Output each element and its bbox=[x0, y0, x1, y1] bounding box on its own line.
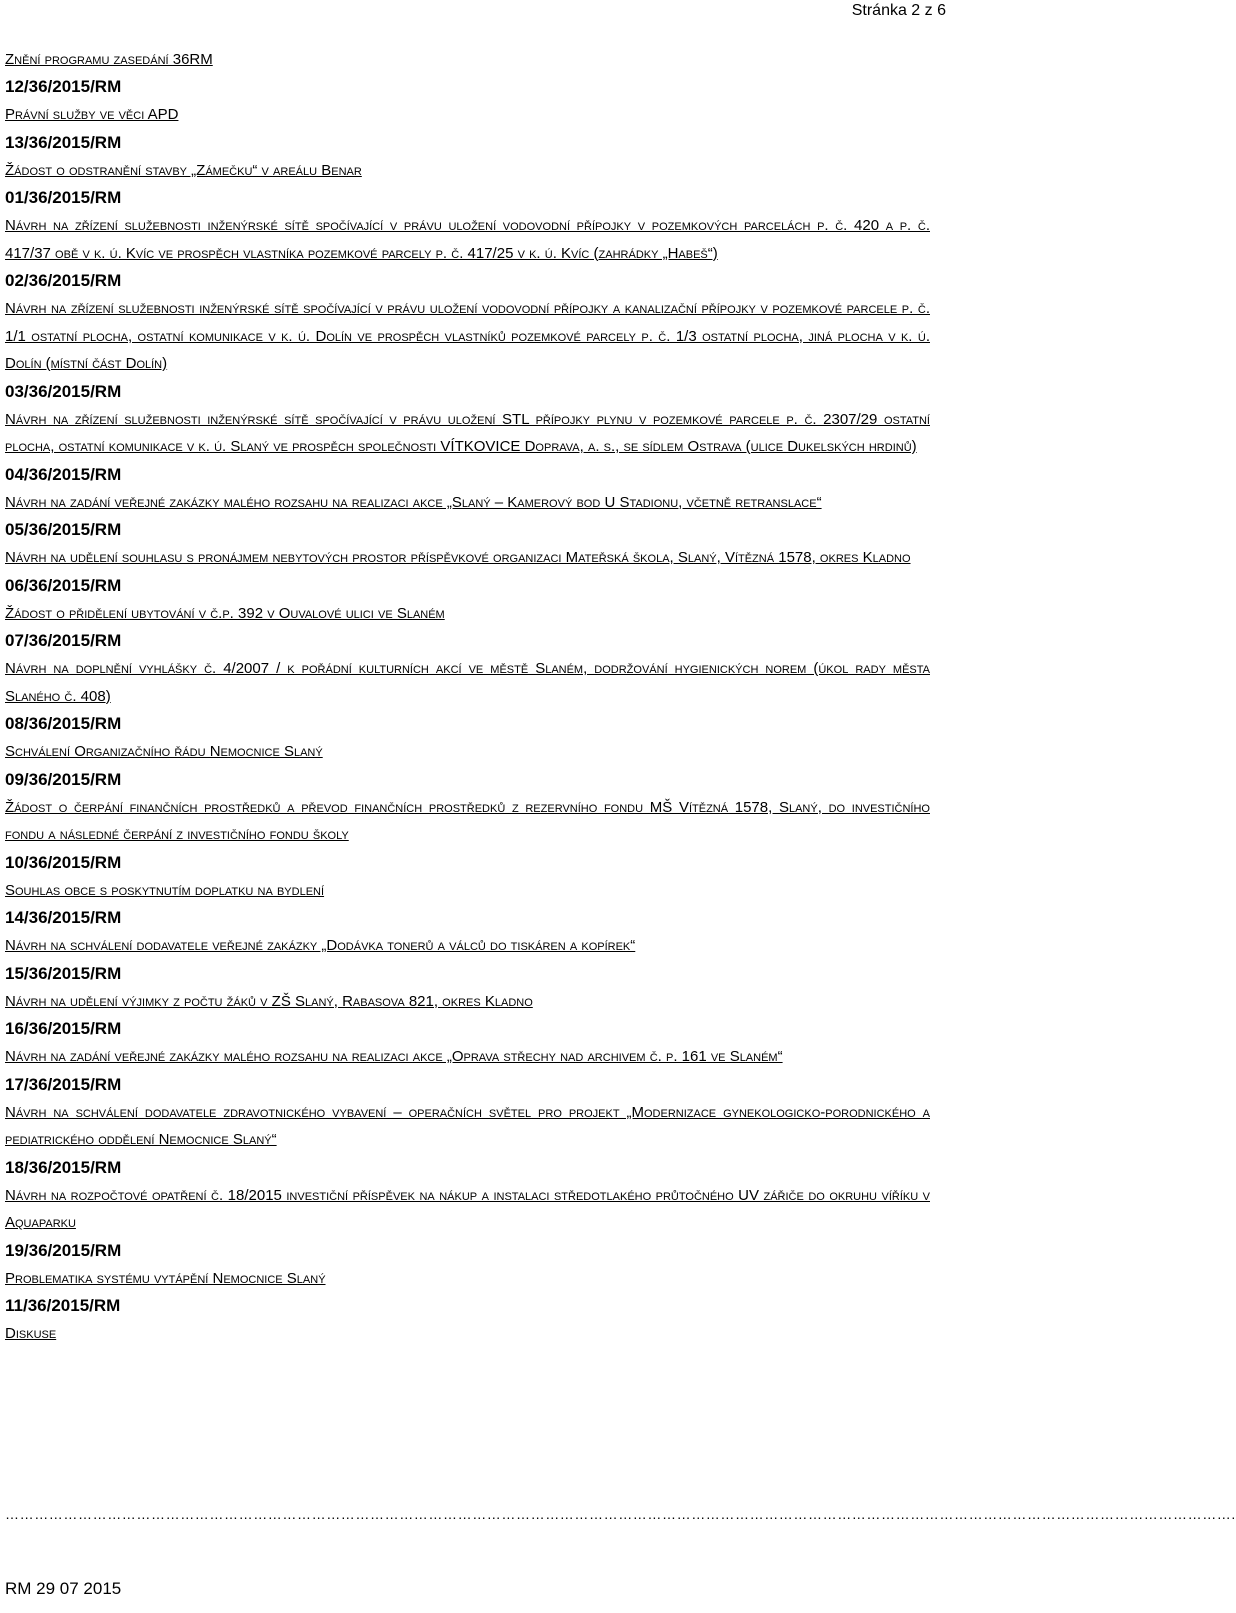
agenda-item bbox=[5, 378, 930, 461]
resolution-id: 08/36/2015/RM bbox=[5, 714, 122, 733]
footer-date: RM 29 07 2015 bbox=[5, 1579, 122, 1598]
resolution-description: Návrh na zřízení služebnosti inženýrské sítě spočívající v právu uložení vodovodní přípojky v pozemkových parcelách p. č. 420 a p. č. 417/37 obě v k. ú. Kvíc ve prospěch vlastníka pozemkové parcely p. č. 417/25 v k. ú. Kvíc (zahrádky „Habeš“) bbox=[5, 217, 930, 262]
agenda-item bbox=[5, 766, 930, 849]
resolution-description: Návrh na schválení dodavatele zdravotnického vybavení – operačních světel pro projekt „Modernizace gynekologicko-porodnického a pediatrického oddělení Nemocnice Slaný“ bbox=[5, 1103, 930, 1148]
agenda-item bbox=[5, 904, 930, 960]
agenda-item bbox=[5, 572, 930, 628]
resolution-description: Návrh na doplnění vyhlášky č. 4/2007 / k pořádní kulturních akcí ve městě Slaném, dodržování hygienických norem (úkol rady města Slaného č. 408) bbox=[5, 660, 930, 705]
agenda-item bbox=[5, 1292, 930, 1348]
agenda-item bbox=[5, 184, 930, 267]
resolution-id: 19/36/2015/RM bbox=[5, 1240, 122, 1260]
agenda-item bbox=[5, 849, 930, 905]
resolution-description: Návrh na schválení dodavatele veřejné zakázky „Dodávka tonerů a válců do tiskáren a kopírek“ bbox=[5, 937, 636, 954]
agenda-item bbox=[5, 267, 930, 378]
resolution-id: 18/36/2015/RM bbox=[5, 1157, 122, 1177]
resolution-description: Žádost o čerpání finančních prostředků a převod finančních prostředků z rezervního fondu MŠ Vítězná 1578, Slaný, do investičního fondu a následné čerpání z investičního fondu školy bbox=[5, 798, 930, 843]
agenda-item bbox=[5, 627, 930, 710]
agenda-item bbox=[5, 461, 930, 517]
resolution-description: Návrh na udělení výjimky z počtu žáků v ZŠ Slaný, Rabasova 821, okres Kladno bbox=[5, 992, 533, 1010]
resolution-id: 05/36/2015/RM bbox=[5, 520, 122, 539]
resolution-id: 14/36/2015/RM bbox=[5, 908, 122, 927]
agenda-title: Znění programu zasedání 36RM bbox=[5, 51, 213, 68]
resolution-description: Návrh na rozpočtové opatření č. 18/2015 investiční příspěvek na nákup a instalaci středotlakého průtočného UV zářiče do okruhu víříku v Aquaparku bbox=[5, 1186, 930, 1231]
resolution-description: Návrh na zřízení služebnosti inženýrské sítě spočívající v právu uložení vodovodní přípojky a kanalizační přípojky v pozemkové parcele p. č. 1/1 ostatní plocha, ostatní komunikace v k. ú. Dolín ve prospěch vlastníků pozemkové parcely p. č. 1/3 ostatní plocha, jiná plocha v k. ú. Dolín (místní část Dolín) bbox=[5, 300, 930, 372]
agenda-item bbox=[5, 1071, 930, 1154]
resolution-id: 12/36/2015/RM bbox=[5, 77, 122, 96]
resolution-description: Žádost o přidělení ubytování v č.p. 392 v Ouvalové ulici ve Slaném bbox=[5, 604, 445, 622]
resolution-id: 13/36/2015/RM bbox=[5, 132, 122, 152]
agenda-item bbox=[5, 129, 930, 185]
resolution-id: 06/36/2015/RM bbox=[5, 575, 122, 595]
resolution-id: 15/36/2015/RM bbox=[5, 963, 122, 983]
resolution-id: 03/36/2015/RM bbox=[5, 381, 122, 401]
agenda-item bbox=[5, 1154, 930, 1237]
agenda-item bbox=[5, 73, 930, 129]
resolution-id: 16/36/2015/RM bbox=[5, 1019, 122, 1038]
resolution-id: 09/36/2015/RM bbox=[5, 769, 122, 789]
resolution-id: 11/36/2015/RM bbox=[5, 1296, 121, 1315]
resolution-id: 07/36/2015/RM bbox=[5, 631, 122, 650]
resolution-description: Návrh na udělení souhlasu s pronájmem nebytových prostor příspěvkové organizaci Mateřská škola, Slaný, Vítězná 1578, okres Kladno bbox=[5, 549, 911, 566]
agenda bbox=[5, 47, 930, 1348]
resolution-description: Návrh na zřízení služebnosti inženýrské sítě spočívající v právu uložení STL přípojky plynu v pozemkové parcele p. č. 2307/29 ostatní plocha, ostatní komunikace v k. ú. Slaný ve prospěch společnosti VÍTKOVICE Doprava, a. s., se sídlem Ostrava (ulice Dukelských hrdinů) bbox=[5, 410, 930, 455]
resolution-id: 02/36/2015/RM bbox=[5, 271, 122, 290]
resolution-id: 10/36/2015/RM bbox=[5, 852, 122, 872]
agenda-item bbox=[5, 1015, 930, 1071]
resolution-description: Souhlas obce s poskytnutím doplatku na bydlení bbox=[5, 881, 325, 899]
agenda-list bbox=[5, 73, 930, 1348]
agenda-item bbox=[5, 516, 930, 572]
resolution-description: Diskuse bbox=[5, 1325, 57, 1342]
resolution-description: Právní služby ve věci APD bbox=[5, 106, 179, 123]
agenda-item bbox=[5, 1237, 930, 1293]
resolution-description: Návrh na zadání veřejné zakázky malého rozsahu na realizaci akce „Oprava střechy nad archivem č. p. 161 ve Slaném“ bbox=[5, 1048, 783, 1065]
agenda-item bbox=[5, 710, 930, 766]
resolution-id: 04/36/2015/RM bbox=[5, 464, 122, 484]
resolution-description: Problematika systému vytápění Nemocnice Slaný bbox=[5, 1269, 326, 1287]
separator-dots: ………………………………………………………………………………………………………………………………………………………………………………………………………………………………. bbox=[5, 1506, 1236, 1522]
page-number: Stránka 2 z 6 bbox=[851, 2, 946, 19]
resolution-description: Žádost o odstranění stavby „Zámečku“ v areálu Benar bbox=[5, 161, 362, 179]
resolution-description: Návrh na zadání veřejné zakázky malého rozsahu na realizaci akce „Slaný – Kamerový bod U Stadionu, včetně retranslace“ bbox=[5, 493, 822, 511]
resolution-description: Schválení Organizačního řádu Nemocnice Slaný bbox=[5, 743, 323, 760]
agenda-item bbox=[5, 960, 930, 1016]
resolution-id: 01/36/2015/RM bbox=[5, 188, 122, 207]
resolution-id: 17/36/2015/RM bbox=[5, 1074, 122, 1094]
